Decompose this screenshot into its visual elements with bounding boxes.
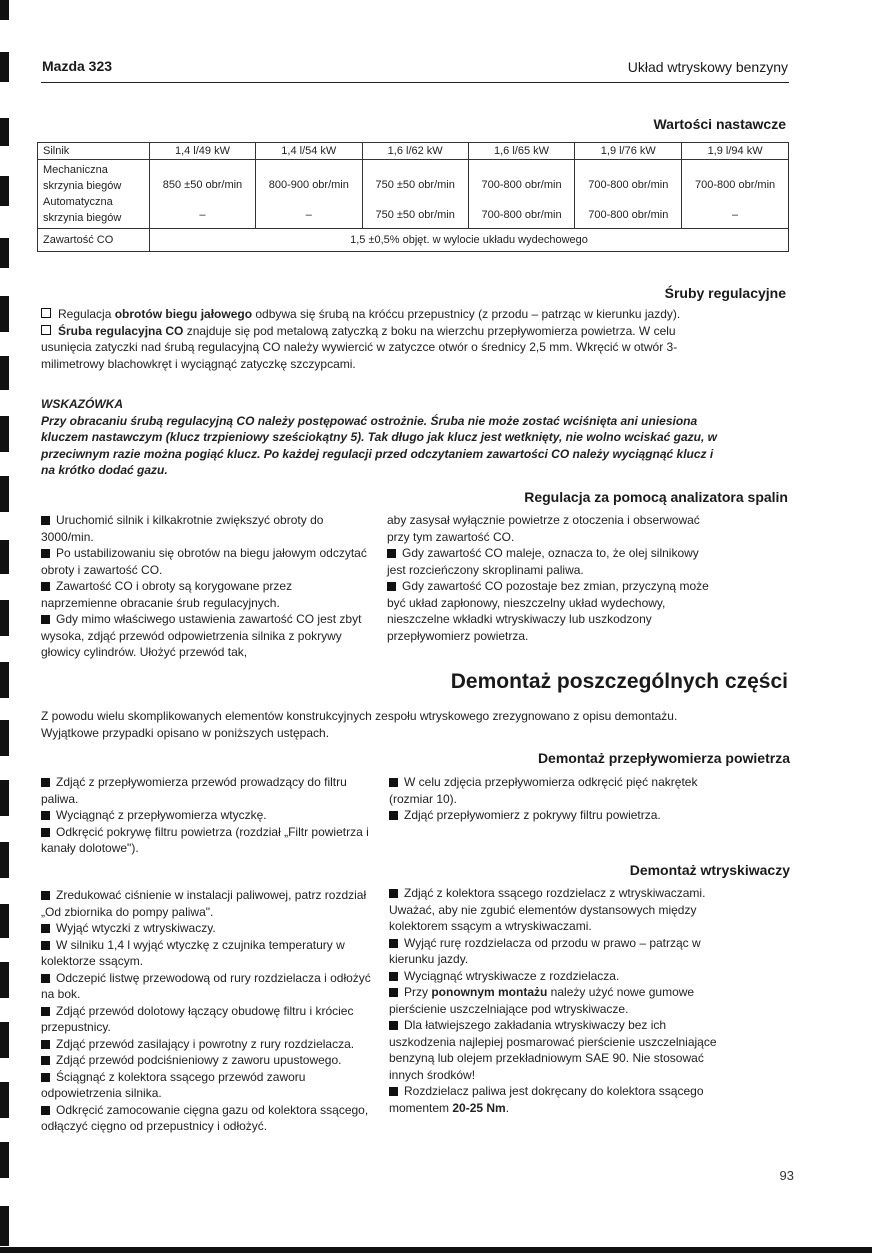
mech-value: 700-800 obr/min xyxy=(695,179,776,191)
injectors-right-column xyxy=(389,885,717,1116)
table-cell: 1,6 l/65 kW xyxy=(468,143,575,160)
item-text: Odkręcić pokrywę filtru powietrza (rozdział „Filtr powietrza i kanały dolotowe"). xyxy=(41,824,369,855)
gearbox-label: skrzynia biegów xyxy=(43,180,122,192)
list-item xyxy=(41,920,371,937)
mech-value: 700-800 obr/min xyxy=(588,179,669,191)
bullet-icon xyxy=(387,549,396,558)
page-number: 93 xyxy=(779,1168,794,1183)
list-item xyxy=(389,968,717,985)
list-item xyxy=(41,807,369,824)
item-text: należy użyć nowe gumowe pierścienie uszczelniające pod wtryskiwacze. xyxy=(389,985,695,1016)
auto-value: 700-800 obr/min xyxy=(588,209,669,221)
table-cell xyxy=(38,160,150,229)
list-item xyxy=(41,824,369,857)
list-item xyxy=(389,774,715,807)
injectors-heading: Demontaż wtryskiwaczy xyxy=(629,862,790,878)
item-text: Wyciągnąć z przepływomierza wtyczkę. xyxy=(56,808,267,822)
binding-mark xyxy=(0,780,9,816)
item-text: Wyjąć wtyczki z wtryskiwaczy. xyxy=(56,921,216,935)
item-text: Uruchomić silnik i kilkakrotnie zwiększyć obroty do 3000/min. xyxy=(41,513,324,544)
list-item xyxy=(41,1069,371,1102)
table-row xyxy=(38,143,789,160)
item-text: Wyciągnąć wtryskiwacze z rozdzielacza. xyxy=(404,968,620,983)
item-text: Zdjąć przewód dolotowy łączący obudowę filtru i króciec przepustnicy. xyxy=(41,1003,354,1034)
bullet-icon xyxy=(41,828,50,837)
header-title: Mazda 323 xyxy=(42,58,113,74)
binding-mark xyxy=(0,962,9,998)
text-run-bold: obrotów biegu jałowego xyxy=(114,307,253,321)
bullet-icon xyxy=(41,549,50,558)
binding-mark xyxy=(0,1022,9,1058)
table-row xyxy=(38,229,789,252)
list-item xyxy=(41,1003,371,1036)
item-text: Zdjąć przepływomierz z pokrywy filtru powietrza. xyxy=(404,808,661,822)
bullet-icon xyxy=(389,778,398,787)
list-item xyxy=(41,1052,371,1069)
bullet-icon xyxy=(41,811,50,820)
paragraph xyxy=(41,323,713,373)
binding-mark xyxy=(0,720,9,756)
item-text: Gdy zawartość CO pozostaje bez zmian, przyczyną może być układ zapłonowy, nieszczelny układ wydechowy, nieszczelne wkładki wtryskiwaczy lub uszkodzony przepływomierz powietrza. xyxy=(387,579,709,643)
mech-value: 800-900 obr/min xyxy=(268,179,349,191)
table-cell: 1,6 l/62 kW xyxy=(362,143,468,160)
list-item xyxy=(41,512,369,545)
item-text: Zdjąć przewód zasilający i powrotny z rury rozdzielacza. xyxy=(56,1036,355,1051)
item-text: Zawartość CO i obroty są korygowane przez naprzemienne obracanie śrub regulacyjnych. xyxy=(41,579,293,610)
bullet-icon xyxy=(389,1087,398,1096)
airflow-left-column xyxy=(41,774,369,857)
binding-mark xyxy=(0,904,9,938)
list-item xyxy=(389,935,717,968)
item-text: Wyjąć rurę rozdzielacza od przodu w prawo – patrząc w kierunku jazdy. xyxy=(389,935,701,966)
table-cell xyxy=(362,160,468,229)
bullet-icon xyxy=(389,889,398,898)
bullet-icon xyxy=(41,1106,50,1115)
bullet-icon xyxy=(41,941,50,950)
item-text: Gdy mimo właściwego ustawienia zawartość CO jest zbyt wysoka, zdjąć przewód odpowietrzenia silnika z pokrywy głowicy cylindrów. Ułożyć przewód tak, xyxy=(41,612,362,659)
bullet-icon xyxy=(41,582,50,591)
item-text: Dla łatwiejszego zakładania wtryskiwaczy bez ich uszkodzenia najlepiej posmarować pierścienie uszczelniające benzyną lub olejem przekładniowym SAE 90. Nie stosować innych środków! xyxy=(389,1018,717,1082)
table-cell xyxy=(575,160,682,229)
item-text: W silniku 1,4 l wyjąć wtyczkę z czujnika temperatury w kolektorze ssącym. xyxy=(41,937,345,968)
bullet-icon xyxy=(41,924,50,933)
list-item xyxy=(41,545,369,578)
bullet-icon xyxy=(389,972,398,981)
binding-mark xyxy=(0,356,9,390)
text-run: Regulacja xyxy=(58,307,115,321)
binding-mark xyxy=(0,600,9,636)
list-item xyxy=(387,545,713,578)
bullet-icon xyxy=(41,1056,50,1065)
mech-value: 750 ±50 obr/min xyxy=(375,179,455,191)
table-cell: Silnik xyxy=(38,143,150,160)
screws-text xyxy=(41,306,713,372)
warning-text: Przy obracaniu śrubą regulacyjną CO należy postępować ostrożnie. Śruba nie może zostać wciśnięta ani uniesiona kluczem nastawczym (klucz trzpieniowy sześciokątny 5). Tak długo jak klucz jest wetknięty, nie wolno wciskać gazu, w przeciwnym razie można pogiąć klucz. Po każdej regulacji przed odczytaniem zawartości CO należy wyciągnąć klucz i na krótko dodać gazu. xyxy=(41,413,717,477)
table-cell: 1,9 l/94 kW xyxy=(682,143,789,160)
item-text-bold: ponownym montażu xyxy=(431,985,548,999)
header-section: Układ wtryskowy benzyny xyxy=(627,59,788,75)
list-item xyxy=(389,1083,717,1116)
gearbox-label: Automatyczna xyxy=(43,196,113,208)
list-item xyxy=(41,937,371,970)
disassembly-intro: Z powodu wielu skomplikowanych elementów konstrukcyjnych zespołu wtryskowego zrezygnowano z opisu demontażu. Wyjątkowe przypadki opisano w poniższych ustępach. xyxy=(41,709,678,740)
analyzer-right-column xyxy=(387,512,713,644)
item-text: Odkręcić zamocowanie cięgna gazu od kolektora ssącego, odłączyć cięgno od przepustnicy i odłożyć. xyxy=(41,1102,369,1133)
item-text: Odczepić listwę przewodową od rury rozdzielacza i odłożyć na bok. xyxy=(41,970,371,1001)
bullet-icon xyxy=(41,974,50,983)
binding-mark xyxy=(0,296,9,332)
list-item xyxy=(41,1036,371,1053)
list-item xyxy=(41,1102,371,1135)
table-cell: 1,4 l/54 kW xyxy=(255,143,362,160)
binding-mark xyxy=(0,0,9,20)
bullet-icon xyxy=(41,1040,50,1049)
bullet-icon xyxy=(41,891,50,900)
binding-mark xyxy=(0,118,9,146)
list-item xyxy=(389,1017,717,1083)
text-run-bold: Śruba regulacyjna CO xyxy=(58,323,184,338)
bullet-icon xyxy=(41,1007,50,1016)
injectors-left-column xyxy=(41,887,371,1135)
binding-mark xyxy=(0,540,9,574)
list-item xyxy=(41,774,369,807)
binding-mark xyxy=(0,176,9,206)
bullet-icon xyxy=(389,1021,398,1030)
item-text: Rozdzielacz paliwa jest dokręcany do kolektora ssącego momentem xyxy=(389,1084,704,1115)
item-text: Zdjąć przewód podciśnieniowy z zaworu upustowego. xyxy=(56,1053,342,1067)
list-item xyxy=(389,807,715,824)
analyzer-left-column xyxy=(41,512,369,661)
binding-mark xyxy=(0,1082,9,1118)
bullet-icon xyxy=(41,516,50,525)
table-cell: 1,9 l/76 kW xyxy=(575,143,682,160)
airflow-heading: Demontaż przepływomierza powietrza xyxy=(537,750,790,766)
item-text: Ściągnąć z kolektora ssącego przewód zaworu odpowietrzenia silnika. xyxy=(41,1069,306,1100)
auto-value: 700-800 obr/min xyxy=(481,209,562,221)
airflow-right-column xyxy=(389,774,715,824)
bullet-icon xyxy=(389,811,398,820)
list-item xyxy=(41,887,371,920)
warning-box xyxy=(41,396,717,479)
item-text: Zdjąć z przepływomierza przewód prowadzący do filtru paliwa. xyxy=(41,775,347,806)
scan-edge xyxy=(0,1247,872,1253)
text-run: odbywa się śrubą na króćcu przepustnicy (z przodu – patrząc w kierunku jazdy). xyxy=(252,307,681,321)
item-text: W celu zdjęcia przepływomierza odkręcić pięć nakrętek (rozmiar 10). xyxy=(389,775,698,806)
bullet-icon xyxy=(387,582,396,591)
paragraph xyxy=(41,306,713,323)
auto-value: 750 ±50 obr/min xyxy=(375,209,455,221)
list-item xyxy=(41,970,371,1003)
disassembly-heading: Demontaż poszczególnych części xyxy=(450,670,788,693)
auto-value: – xyxy=(732,209,739,221)
item-text: Zredukować ciśnienie w instalacji paliwowej, patrz rozdział „Od zbiornika do pompy paliwa". xyxy=(41,888,367,919)
binding-mark xyxy=(0,662,9,698)
header-rule xyxy=(41,82,789,83)
settings-table xyxy=(37,142,789,252)
binding-mark xyxy=(0,476,9,512)
list-item xyxy=(387,578,713,644)
table-cell xyxy=(468,160,575,229)
bullet-icon xyxy=(389,988,398,997)
mech-value: 700-800 obr/min xyxy=(481,179,562,191)
table-cell: Zawartość CO xyxy=(38,229,150,252)
binding-mark xyxy=(0,52,9,82)
binding-mark xyxy=(0,238,9,268)
checkbox-icon xyxy=(41,325,51,335)
list-item xyxy=(389,984,717,1017)
item-text-bold: 20-25 Nm xyxy=(452,1100,506,1115)
binding-mark xyxy=(0,842,9,878)
item-text: Przy xyxy=(404,985,432,999)
settings-heading: Wartości nastawcze xyxy=(653,116,786,132)
item-text: Gdy zawartość CO maleje, oznacza to, że olej silnikowy jest rozcieńczony skroplinami paliwa. xyxy=(387,546,699,577)
table-cell xyxy=(150,160,256,229)
gearbox-label: Mechaniczna xyxy=(43,164,108,176)
bullet-icon xyxy=(41,615,50,624)
binding-mark xyxy=(0,1142,9,1178)
screws-heading: Śruby regulacyjne xyxy=(664,285,786,301)
list-item xyxy=(389,885,717,935)
bullet-icon xyxy=(41,1073,50,1082)
bullet-icon xyxy=(41,778,50,787)
table-cell xyxy=(682,160,789,229)
bullet-icon xyxy=(389,939,398,948)
auto-value: – xyxy=(199,209,206,221)
mech-value: 850 ±50 obr/min xyxy=(162,179,243,191)
table-cell: 1,4 l/49 kW xyxy=(150,143,256,160)
binding-mark xyxy=(0,416,9,452)
paragraph: aby zasysał wyłącznie powietrze z otoczenia i obserwować przy tym zawartość CO. xyxy=(387,513,700,544)
item-text: . xyxy=(505,1100,510,1115)
list-item xyxy=(41,578,369,611)
gearbox-label: skrzynia biegów xyxy=(43,212,122,224)
checkbox-icon xyxy=(41,308,51,318)
item-text: Po ustabilizowaniu się obrotów na biegu jałowym odczytać obroty i zawartość CO. xyxy=(41,546,367,577)
list-item xyxy=(41,611,369,661)
text-run: znajduje się pod metalową zatyczką z boku na wierzchu przepływomierza powietrza. W celu usunięcia zatyczki nad śrubą regulacyjną CO należy wywiercić w zatyczce otwór o średnicy 2,5 mm. Wkręcić w otwór 3-milimetrowy blachowkręt i wyciągnąć zatyczkę szczypcami. xyxy=(41,323,678,371)
binding-mark xyxy=(0,1206,9,1246)
analyzer-heading: Regulacja za pomocą analizatora spalin xyxy=(524,489,788,505)
table-cell xyxy=(255,160,362,229)
table-row xyxy=(38,160,789,229)
table-cell: 1,5 ±0,5% objęt. w wylocie układu wydechowego xyxy=(150,229,789,252)
item-text: Zdjąć z kolektora ssącego rozdzielacz z wtryskiwaczami. Uważać, aby nie zgubić elementów dystansowych między kolektorem ssącym a wtryskiwaczami. xyxy=(389,886,706,933)
auto-value: – xyxy=(305,209,312,221)
warning-title: WSKAZÓWKA xyxy=(41,397,123,411)
